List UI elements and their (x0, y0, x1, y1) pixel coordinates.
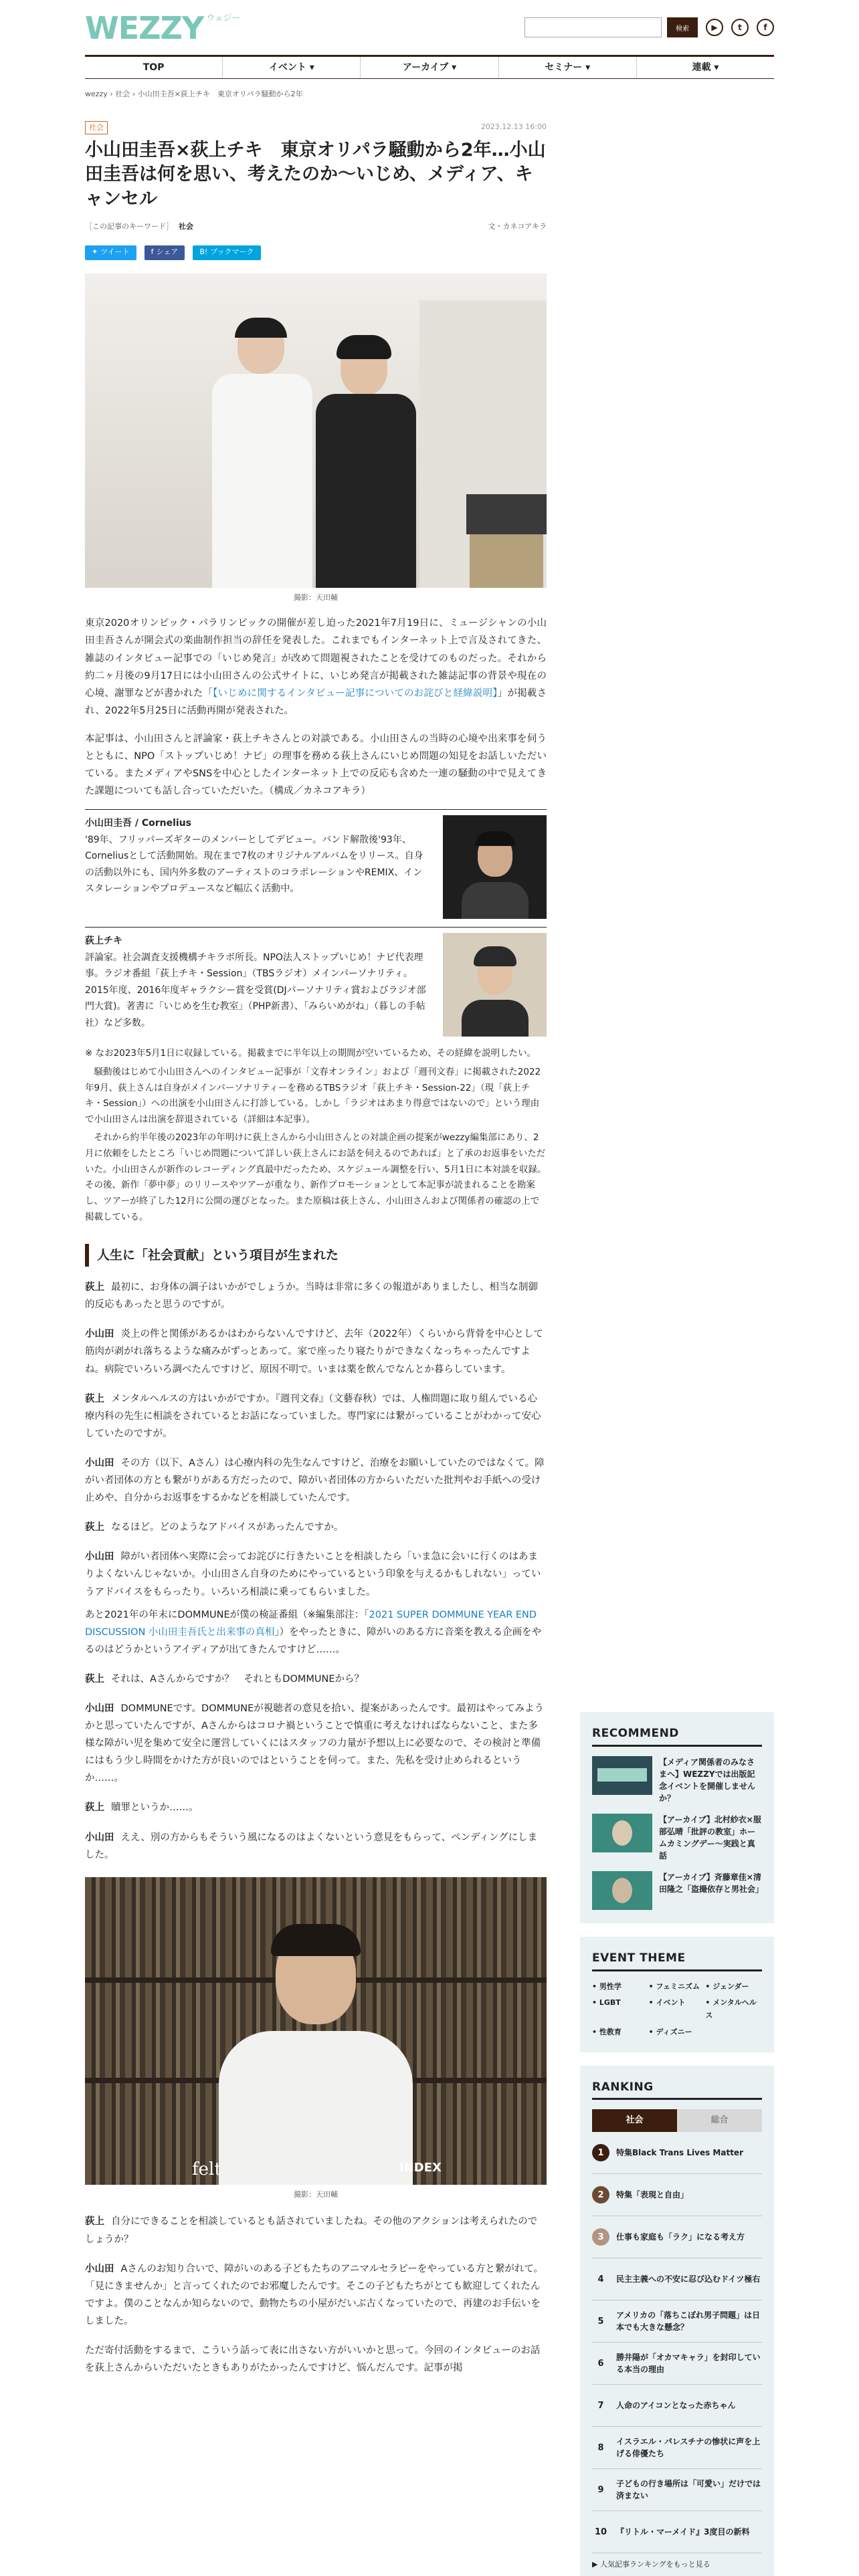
speaker: 荻上 (85, 2216, 104, 2228)
qa-line (85, 1390, 547, 1442)
article (85, 121, 547, 2377)
profile-ogiue (85, 927, 547, 1037)
theme-link[interactable]: • ジェンダー (705, 1981, 762, 1994)
rank-number: 8 (597, 2442, 604, 2453)
qa-text: なるほど。どのようなアドバイスがあったんですか。 (111, 1522, 344, 1533)
note-paragraph: ※ なお2023年5月1日に収録している。掲載までに半年以上の期間が空いているため、その経緯を説明したい。 (85, 1048, 537, 1059)
qa-text: その方（以下、Aさん）は心療内科の先生なんですけど、治療をお願いしていたのではなくて。障がい者団体の方とも繋がりがある方だったので、障がい者団体の方からいただいた批判やお手紙への受け止めや、自分からお返事をするかなどを相談していたんです。 (85, 1457, 545, 1504)
speaker: 荻上 (85, 1393, 104, 1404)
logo-wordmark: WEZZY (85, 10, 204, 47)
recommend-title: RECOMMEND (592, 1724, 762, 1747)
recommend-thumbnail (592, 1814, 652, 1852)
ranking-item[interactable] (592, 2132, 762, 2174)
hatena-bookmark-button[interactable] (193, 245, 260, 260)
rank-number: 7 (597, 2400, 604, 2411)
ranking-more-link[interactable]: ▶ 人気記事ランキングをもっと見る (592, 2560, 710, 2569)
ranking-item[interactable] (592, 2511, 762, 2553)
rank-number: 3 (592, 2228, 609, 2246)
ranking-item[interactable] (592, 2216, 762, 2258)
theme-link[interactable]: • LGBT (592, 1997, 649, 2022)
ranking-item[interactable] (592, 2385, 762, 2427)
ranking-item[interactable] (592, 2300, 762, 2343)
speaker: 荻上 (85, 1282, 104, 1293)
speaker: 荻上 (85, 1522, 104, 1533)
qa-line (85, 1279, 547, 1313)
ranking-item-title: イスラエル・パレスチナの惨状に声を上げる俳優たち (616, 2437, 761, 2459)
intro-text: 東京2020オリンピック・パラリンピックの開催が差し迫った2021年7月19日に、ミュージシャンの小山田圭吾さんが開会式の楽曲制作担当の辞任を発表した。これまでもインターネット上で言及されてきた、雑誌のインタビュー記事での「いじめ発言」が改めて問題視されたことを受けてのものだった。それから約二ヶ月後の9月17日には小山田さんの公式サイトに、いじめ発言が掲載された雑誌記事の背景や現在の心境、謝罪などが書かれた「 (85, 618, 547, 699)
nav-top[interactable]: TOP (85, 57, 223, 78)
photo-caption: 撮影：天田輔 (294, 2189, 338, 2199)
rank-number: 2 (592, 2186, 609, 2204)
hero-photo (85, 274, 547, 588)
theme-link[interactable]: • メンタルヘルス (705, 1997, 762, 2022)
qa-line (85, 2213, 547, 2248)
ranking-item-title: 特集「表現と自由」 (616, 2190, 689, 2200)
qa-line (85, 1519, 547, 1536)
profile-bio: 評論家。社会調査支援機構チキラボ所長。NPO法人ストップいじめ！ナビ代表理事。ラジオ番組「荻上チキ・Session」（TBSラジオ）メインパーソナリティ。2015年度、2016年度ギャラクシー賞を受賞(DJパーソナリティ賞およびラジオ部門大賞)。著書に「いじめを生む教室」（PHP新書）、「みらいめがね」（暮しの手帖社）など多数。 (85, 952, 426, 1029)
facebook-icon[interactable]: f (757, 19, 774, 36)
qa-text: 障がい者団体へ実際に会ってお詫びに行きたいことを相談したら「いま急に会いに行くのはあまりよくないんじゃないか。小山田さん自身のためにやっているという印象を与えるかもしれない」っていうアドバイスをもらったり。いろいろ相談に乗ってもらいました。 (85, 1551, 541, 1598)
speaker: 小山田 (85, 1703, 114, 1714)
breadcrumb[interactable]: wezzy › 社会 › 小山田圭吾×荻上チキ 東京オリパラ騒動から2年 (85, 90, 303, 98)
ranking-item-title: 勝井陽が「オカマキャラ」を封印している本当の理由 (616, 2353, 761, 2375)
intro-paragraph: 本記事は、小山田さんと評論家・荻上チキさんとの対談である。小山田さんの当時の心境や出来事を伺うとともに、NPO「ストップいじめ！ナビ」の理事を務める荻上さんにいじめ問題の知見をお話しいただいている。またメディアやSNSを中心としたインターネット上での反応も含めた一連の騒動の中で見えてきた課題についても話し合っていただいた。（構成／カネコアキラ） (85, 733, 547, 797)
site-header (85, 0, 774, 55)
ranking-item-title: 仕事も家庭も「ラク」になる考え方 (616, 2232, 745, 2242)
qa-line (85, 2260, 547, 2330)
ranking-item[interactable] (592, 2469, 762, 2511)
nav-seminar[interactable]: セミナー ▾ (499, 57, 637, 78)
rank-number: 10 (594, 2527, 607, 2537)
qa-line (85, 1325, 547, 1378)
recommend-item-title: 【アーカイブ】北村紗衣×服部弘晴「批評の教室」ホームカミングデー〜実践と真話 (659, 1814, 761, 1860)
tweet-button[interactable] (85, 245, 136, 260)
qa-text: DOMMUNEです。DOMMUNEが視聴者の意見を拾い、提案があったんです。最初はやってみようかと思っていたんですが、Aさんからはコロナ禍ということで慎重に考えなければならないこと、また多様な障がい児を集めて安全に運営していくにはスタッフの力量が予想以上に必要なので、その検討と準備にはもう少し時間をかけた方が良いのではということを伺って。また、先私を受け止められるというか……。 (85, 1703, 544, 1784)
interview-photo (85, 1877, 547, 2185)
twitter-icon[interactable]: t (731, 19, 749, 36)
qa-line (85, 1829, 547, 1864)
ranking-item[interactable] (592, 2427, 762, 2469)
event-theme-title: EVENT THEME (592, 1949, 762, 1971)
recommend-item[interactable] (592, 1871, 762, 1910)
logo-kana: ウェジー (206, 13, 241, 23)
theme-link[interactable]: • 性教育 (592, 2026, 649, 2039)
poster-label-left: felt (192, 2159, 221, 2179)
keyword-label: ［この記事のキーワード］ (85, 222, 173, 231)
rank-number: 4 (597, 2274, 604, 2284)
global-nav (85, 55, 774, 79)
apology-link[interactable]: 【いじめに関するインタビュー記事についてのお詫びと経緯説明】 (213, 687, 498, 699)
ranking-box (580, 2066, 774, 2576)
speaker: 荻上 (85, 1802, 104, 1814)
intro-text: 」が掲載され、2022年5月25日に活動再開が発表された。 (85, 687, 547, 716)
poster-label-right: INDEX (399, 2160, 442, 2175)
profile-name: 荻上チキ (85, 936, 122, 947)
qa-text: メンタルヘルスの方はいかがですか。『週刊文春』（文藝春秋）では、人権問題に取り組んでいる心療内科の先生に相談をされているとお話になっていました。専門家には繋がっていることがわかって安心していたのですが。 (85, 1393, 541, 1439)
header-tools (524, 17, 774, 37)
qa-text: Aさんのお知り合いで、障がいのある子どもたちのアニマルセラピーをやっている方と繋がれて。「見にきませんか」と言ってくれたのでお邪魔したんです。そこの子どもたちがとても歓迎してくれたんですよ。僕のことなんか知らないので、動物たちの小屋がだいぶ古くなっていたので、再建のお手伝いをしました。 (85, 2263, 544, 2327)
ranking-item-title: 『リトル・マーメイド』3度目の新料 (616, 2527, 750, 2537)
theme-link[interactable]: • ディズニー (649, 2026, 706, 2039)
nav-event[interactable]: イベント ▾ (223, 57, 361, 78)
search-input[interactable] (524, 17, 662, 37)
sidebar (580, 1712, 774, 2576)
rank-number: 9 (597, 2484, 604, 2495)
category-badge[interactable]: 社会 (85, 121, 108, 134)
ranking-item[interactable] (592, 2258, 762, 2300)
hatena-icon: B! (199, 247, 208, 257)
speaker: 小山田 (85, 1329, 114, 1340)
note-paragraph: 騒動後はじめて小山田さんへのインタビュー記事が「文春オンライン」および「週刊文春」に掲載された2022年9月、荻上さんは自身がメインパーソナリティーを務めるTBSラジオ「荻上チキ・Session-22」（現「荻上チキ・Session」）への出演を小山田さんに打診している。しかし「ラジオはあまり得意ではないので」という理由で小山田さんは出演を辞退されている（詳細は本記事）。 (85, 1066, 541, 1125)
section-heading: 人生に「社会貢献」という項目が生まれた (85, 1244, 547, 1267)
ranking-title: RANKING (592, 2078, 762, 2101)
dommune-link[interactable]: 2021 SUPER DOMMUNE YEAR END DISCUSSION 小山田圭吾氏と出来事の真相 (85, 1609, 537, 1638)
qa-text: 贖罪というか……。 (111, 1802, 199, 1814)
qa-line (85, 1455, 547, 1507)
qa-text: 自分にできることを相談しているとも話されていましたね。その他のアクションは考えられたのでしょうか？ (85, 2216, 538, 2245)
rank-number: 1 (592, 2144, 609, 2161)
article-meta (85, 121, 547, 134)
ranking-item[interactable] (592, 2343, 762, 2385)
recommend-item[interactable] (592, 1756, 762, 1804)
nav-series[interactable]: 連載 ▾ (692, 62, 719, 73)
site-logo[interactable] (85, 10, 241, 47)
recommend-thumbnail (592, 1756, 652, 1795)
qa-text: 最初に、お身体の調子はいかがでしょうか。当時は非常に多くの報道がありましたし、相当な制御的反応もあったと思うのですが。 (85, 1282, 538, 1311)
ranking-item-title: 子どもの行き場所は「可愛い」だけでは済まない (616, 2479, 761, 2501)
theme-list (592, 1981, 762, 2039)
rank-number: 6 (597, 2358, 604, 2369)
share-buttons (85, 245, 547, 260)
qa-line (85, 1548, 547, 1600)
recommend-box (580, 1712, 774, 1923)
share-label: シェア (156, 247, 179, 257)
qa-text: 炎上の件と関係があるかはわからないんですけど、去年（2022年）くらいから背骨を中心として筋肉が剥がれ落ちるような痛みがずっとあって。家で座ったり寝たりができなくなっちゃったんですよね。病院でいろいろ調べたんですけど、原因不明で。いまは薬を飲んでなんとか暮らしています。 (85, 1329, 543, 1375)
ranking-tabs (592, 2109, 762, 2132)
nav-archive[interactable]: アーカイブ ▾ (361, 57, 498, 78)
ranking-item[interactable] (592, 2174, 762, 2216)
theme-link[interactable]: • フェミニズム (649, 1981, 706, 1994)
event-theme-box (580, 1937, 774, 2052)
speaker: 小山田 (85, 1457, 114, 1469)
bookmark-label: ブックマーク (210, 247, 254, 257)
profile-name: 小山田圭吾 / Cornelius (85, 818, 192, 829)
profile-oyamada (85, 809, 547, 919)
search-button[interactable]: 検索 (667, 17, 698, 37)
article-title: 小山田圭吾×荻上チキ 東京オリパラ騒動から2年…小山田圭吾は何を思い、考えたのか〜いじめ、メディア、キャンセル (85, 139, 546, 209)
twitter-icon: ✦ (92, 247, 98, 257)
facebook-share-button[interactable] (145, 245, 185, 260)
qa-line: ただ寄付活動をするまで、こういう話って表に出さない方がいいかと思って。今回のインタビューのお話を荻上さんからいただいたときもありがたかったんですけど、悩んだんです。記事が掲 (85, 2345, 541, 2374)
ranking-item-title: 特集Black Trans Lives Matter (616, 2148, 743, 2158)
keyword-row (85, 221, 547, 233)
qa-text: 」）をやったときに、障がいのある方に音楽を教える企画をやるのはどうかというアイディアが出てきたんですけど……。 (85, 1626, 542, 1655)
qa-line (85, 1606, 547, 1658)
profile-photo (443, 815, 547, 919)
note-paragraph: それから約半年後の2023年の年明けに荻上さんから小山田さんとの対談企画の提案がwezzy編集部にあり、2月に依頼をしたところ「いじめ問題について詳しい荻上さんにお話を伺えるのであれば」と了承のお返事をいただいた。小山田さんが新作のレコーディング真最中だったため、スケジュール調整を行い、5月1日に本対談を収録。その後、新作「夢中夢」のリリースやツアーが重なり、新作プロモーションとして本記事が読まれることを勘案し、ツアーが終了した12月に公開の運びとなった。また原稿は荻上さん、小山田さんおよび関係者の確認の上で掲載している。 (85, 1132, 547, 1222)
recommend-item-title: 【アーカイブ】斉藤章佳×清田隆之「盗撮依存と男社会」 (659, 1872, 764, 1894)
intro-paragraph (85, 615, 547, 720)
speaker: 小山田 (85, 2263, 114, 2274)
theme-link[interactable]: • 男性学 (592, 1981, 649, 1994)
qa-line (85, 1700, 547, 1787)
speaker: 小山田 (85, 1551, 114, 1563)
youtube-icon[interactable]: ▶ (706, 19, 723, 36)
theme-link[interactable]: • イベント (649, 1997, 706, 2022)
qa-text: あと2021年の年末にDOMMUNEが僕の検証番組（※編集部注：「 (85, 1609, 369, 1620)
profile-photo (443, 933, 547, 1037)
tab-society[interactable]: 社会 (592, 2109, 677, 2132)
ranking-item-title: アメリカの「落ちこぼれ男子問題」は日本でも大きな懸念？ (616, 2311, 761, 2333)
recommend-item[interactable] (592, 1814, 762, 1862)
recommend-thumbnail (592, 1871, 652, 1910)
publish-date: 2023.12.13 16:00 (480, 122, 547, 131)
speaker: 小山田 (85, 1832, 114, 1843)
ranking-item-title: 民主主義への不安に忍び込むドイツ極右 (616, 2274, 761, 2284)
qa-text: それは、Aさんからですか？ それともDOMMUNEから？ (111, 1673, 364, 1685)
qa-text: ええ、別の方からもそういう風になるのはよくないという意見をもらって、ペンディングにしました。 (85, 1832, 538, 1860)
rank-number: 5 (597, 2316, 604, 2327)
tweet-label: ツイート (100, 247, 130, 257)
recommend-item-title: 【メディア関係者のみなさまへ】WEZZYでは出版記念イベントを開催しませんか？ (659, 1757, 756, 1803)
facebook-icon: f (151, 247, 154, 257)
profile-bio: '89年、フリッパーズギターのメンバーとしてデビュー。バンド解散後'93年、Corneliusとして活動開始。現在まで7枚のオリジナルアルバムをリリース。自身の活動以外にも、国内外多数のアーティストのコラボレーションやREMIX、インスタレーションやプロデュースなど幅広く活動中。 (85, 834, 423, 895)
keyword-link[interactable]: 社会 (179, 222, 193, 231)
photo-caption: 撮影：天田輔 (294, 593, 338, 602)
ranking-item-title: 人命のアイコンとなった赤ちゃん (616, 2401, 736, 2411)
qa-line (85, 1799, 547, 1816)
speaker: 荻上 (85, 1673, 104, 1685)
tab-overall[interactable]: 総合 (677, 2109, 762, 2132)
author: 文・カネコアキラ (488, 222, 547, 231)
qa-line (85, 1671, 547, 1688)
